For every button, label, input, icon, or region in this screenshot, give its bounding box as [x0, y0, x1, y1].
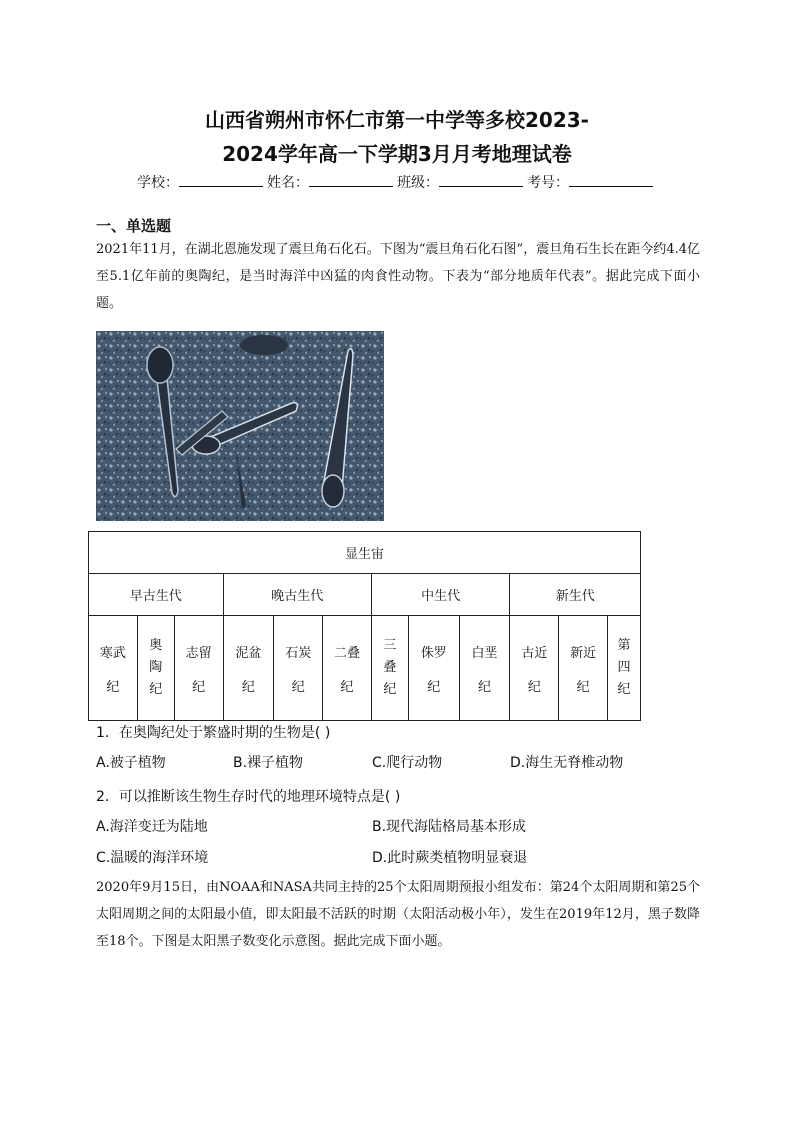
table-period-cell: 奥陶纪	[137, 616, 174, 721]
school-blank[interactable]	[179, 173, 263, 187]
q2-option-b[interactable]: B.现代海陆格局基本形成	[372, 819, 527, 835]
geologic-time-table	[88, 531, 641, 721]
q1-option-a[interactable]: A.被子植物	[96, 755, 166, 771]
name-blank[interactable]	[309, 173, 393, 187]
q1-option-c[interactable]: C.爬行动物	[372, 755, 443, 771]
question-1-stem: 1．在奥陶纪处于繁盛时期的生物是( )	[96, 725, 331, 741]
class-label: 班级：	[397, 175, 439, 191]
table-eon-cell: 显生宙	[89, 532, 641, 574]
table-period-cell: 古近 纪	[510, 616, 559, 721]
table-period-cell: 白垩 纪	[459, 616, 510, 721]
exam-no-label: 考号：	[527, 175, 569, 191]
school-label: 学校：	[137, 175, 179, 191]
student-info-line	[0, 172, 794, 192]
q2-option-a[interactable]: A.海洋变迁为陆地	[96, 819, 208, 835]
passage-2: 2020年9月15日，由NOAA和NASA共同主持的25个太阳周期预报小组发布：第24个太阳周期和第25个太阳周期之间的太阳最小值，即太阳最不活跃的时期（太阳活动极小年），发生在2019年12月，黑子数降至18个。下图是太阳黑子数变化示意图。据此完成下面小题。	[96, 880, 700, 949]
passage-1: 2021年11月，在湖北恩施发现了震旦角石化石。下图为“震旦角石化石图”，震旦角石生长在距今约4.4亿至5.1亿年前的奥陶纪，是当时海洋中凶猛的肉食性动物。下表为“部分地质年代表”。据此完成下面小题。	[96, 242, 700, 311]
table-period-cell: 三叠纪	[371, 616, 408, 721]
table-period-cell: 二叠 纪	[323, 616, 372, 721]
table-era-cell: 中生代	[371, 574, 509, 616]
table-era-cell: 晚古生代	[223, 574, 371, 616]
exam-no-blank[interactable]	[569, 173, 653, 187]
table-period-cell: 新近 纪	[559, 616, 608, 721]
table-period-cell: 侏罗 纪	[408, 616, 459, 721]
q2-option-c[interactable]: C.温暖的海洋环境	[96, 850, 209, 866]
exam-title-line1: 山西省朔州市怀仁市第一中学等多校2023-	[205, 108, 589, 132]
q2-option-d[interactable]: D.此时蕨类植物明显衰退	[372, 850, 528, 866]
q1-option-d[interactable]: D.海生无脊椎动物	[510, 755, 624, 771]
section-title: 一、单选题	[96, 217, 172, 235]
table-period-cell: 志留 纪	[174, 616, 223, 721]
table-period-cell: 寒武 纪	[89, 616, 138, 721]
table-period-cell: 第四纪	[608, 616, 641, 721]
table-era-cell: 新生代	[510, 574, 641, 616]
name-label: 姓名：	[267, 175, 309, 191]
table-period-cell: 泥盆 纪	[223, 616, 274, 721]
fossil-photo	[96, 331, 384, 521]
class-blank[interactable]	[439, 173, 523, 187]
q1-option-b[interactable]: B.裸子植物	[233, 755, 304, 771]
question-2-stem: 2．可以推断该生物生存时代的地理环境特点是( )	[96, 789, 401, 805]
exam-title-line2: 2024学年高一下学期3月月考地理试卷	[222, 142, 572, 166]
table-era-cell: 早古生代	[89, 574, 224, 616]
table-period-cell: 石炭 纪	[274, 616, 323, 721]
